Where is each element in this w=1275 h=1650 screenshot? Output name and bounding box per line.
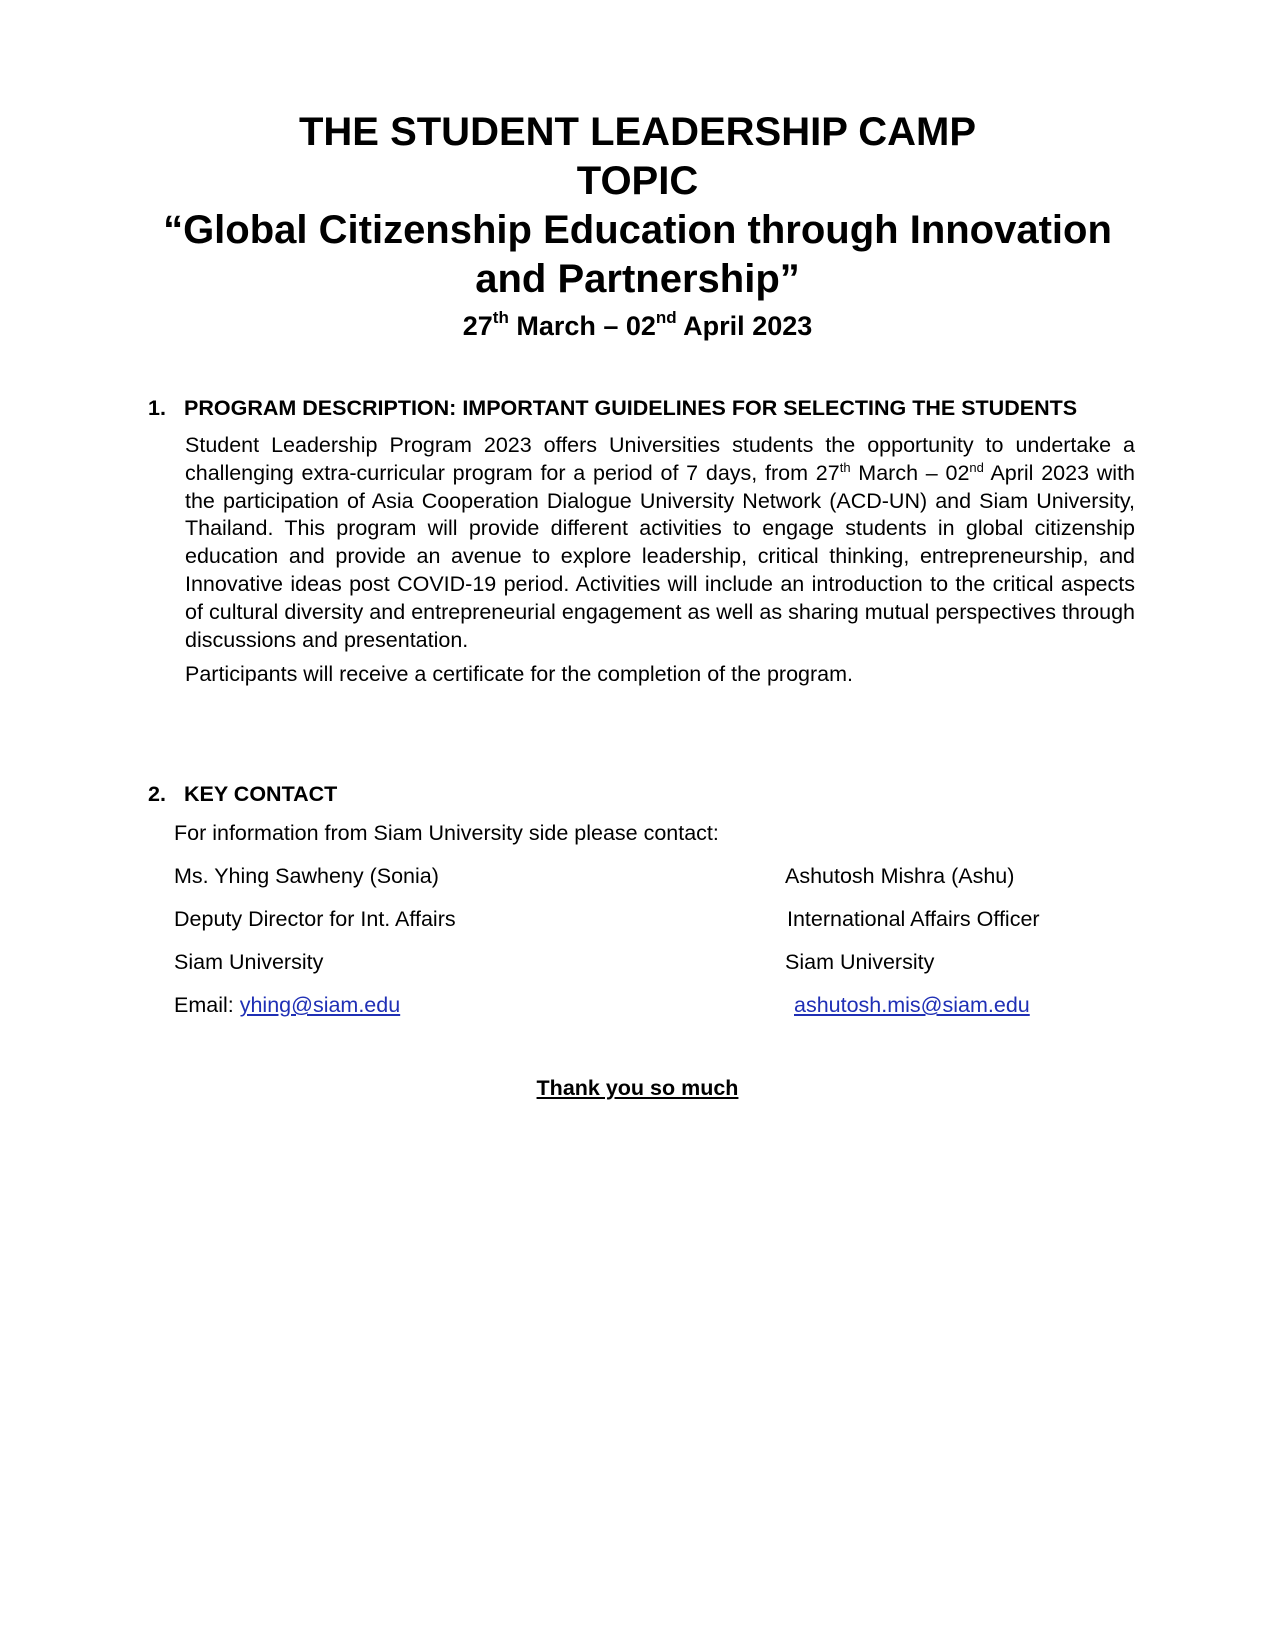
description-part-1: Student Leadership Program 2023 offers Universities students the opportunity to undertake a challenging extra-curricular program for a period of 7 days, from 27 [185, 433, 1135, 485]
event-dates [140, 308, 1135, 344]
section-2-number: 2. [148, 782, 166, 806]
topic-label: TOPIC [576, 159, 699, 203]
contact-2-email-link[interactable]: ashutosh.mis@siam.edu [794, 993, 1030, 1017]
contact-1-role: Deputy Director for Int. Affairs [174, 907, 456, 931]
contact-1-name: Ms. Yhing Sawheny (Sonia) [174, 864, 439, 888]
contact-1-email-label: Email: [174, 993, 240, 1017]
contact-2-email-line [794, 993, 1030, 1018]
section-2-title: KEY CONTACT [184, 782, 338, 806]
contact-1-org: Siam University [174, 950, 324, 974]
section-1-title: PROGRAM DESCRIPTION: IMPORTANT GUIDELINES FOR SELECTING THE STUDENTS [184, 396, 1078, 420]
topic-title-line-1: “Global Citizenship Education through Innovation [163, 208, 1112, 252]
contact-2-org: Siam University [785, 950, 935, 974]
description-sup-2: nd [969, 459, 984, 475]
topic-title-line-2: and Partnership” [475, 257, 800, 301]
document-header [140, 108, 1135, 344]
date-end: April 2023 [676, 311, 813, 341]
document-title: THE STUDENT LEADERSHIP CAMP [298, 110, 977, 154]
date-middle: March – 02 [508, 311, 656, 341]
section-1-number: 1. [148, 396, 166, 420]
section-1-heading [148, 396, 1077, 421]
contact-intro: For information from Siam University side please contact: [174, 821, 719, 845]
program-description [185, 432, 1135, 654]
contact-1-email-line [174, 993, 400, 1018]
date-end-suffix: nd [655, 308, 677, 327]
description-part-2: March – 02 [850, 460, 970, 485]
closing-thanks: Thank you so much [536, 1076, 739, 1100]
contact-2-role: International Affairs Officer [787, 907, 1040, 931]
date-start-day: 27 [462, 311, 493, 341]
certificate-note: Participants will receive a certificate for the completion of the program. [185, 662, 853, 686]
contact-2-name: Ashutosh Mishra (Ashu) [785, 864, 1015, 888]
date-start-suffix: th [492, 308, 509, 327]
contact-1-email-link[interactable]: yhing@siam.edu [239, 993, 401, 1017]
section-2-heading [148, 782, 337, 807]
description-sup-1: th [839, 459, 851, 475]
description-part-3: April 2023 with the participation of Asia Cooperation Dialogue University Network (ACD-UN) and Siam University, Thailand. This program will provide different activities to engage students in global citizenship education and provide an avenue to explore leadership, critical thinking, entrepreneurship, and Innovative ideas post COVID-19 period. Activities will include an introduction to the critical aspects of cultural diversity and entrepreneurial engagement as well as sharing mutual perspectives through discussions and presentation. [185, 460, 1136, 652]
